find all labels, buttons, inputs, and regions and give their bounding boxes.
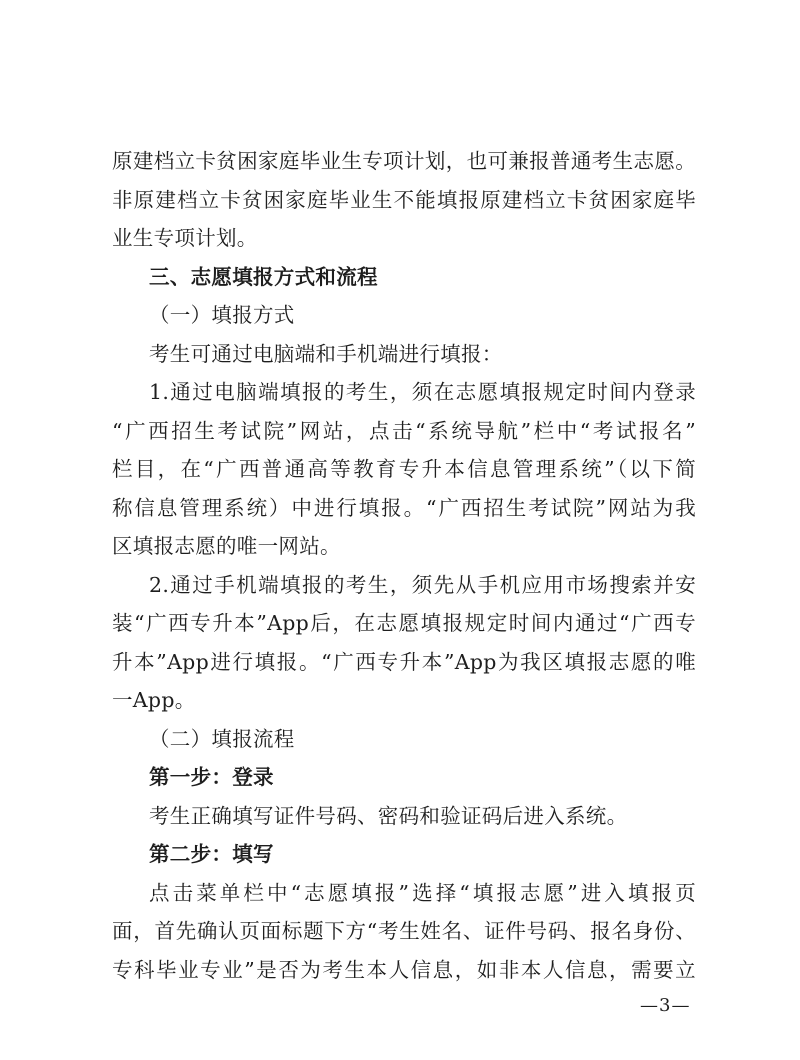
paragraph-line: 专科毕业专业”是否为考生本人信息，如非本人信息，需要立 xyxy=(112,957,696,982)
paragraph-line: 区填报志愿的唯一网站。 xyxy=(112,534,341,558)
paragraph-line: 栏目，在“广西普通高等教育专升本信息管理系统”（以下简 xyxy=(112,457,696,481)
paragraph-line: 装“广西专升本”App后，在志愿填报规定时间内通过“广西专 xyxy=(112,611,696,635)
paragraph-line: 2.通过手机端填报的考生，须先从手机应用市场搜索并安 xyxy=(149,572,696,597)
subsection-heading: （二）填报流程 xyxy=(149,726,295,751)
paragraph-line: 业生专项计划。 xyxy=(112,226,258,250)
paragraph-line: 考生正确填写证件号码、密码和验证码后进入系统。 xyxy=(149,803,628,828)
paragraph-line: 非原建档立卡贫困家庭毕业生不能填报原建档立卡贫困家庭毕 xyxy=(112,187,696,212)
paragraph-line: 称信息管理系统）中进行填报。“广西招生考试院”网站为我 xyxy=(112,495,696,520)
paragraph-line: 点击菜单栏中“志愿填报”选择“填报志愿”进入填报页 xyxy=(149,880,696,905)
document-body xyxy=(112,142,696,989)
paragraph-line: 原建档立卡贫困家庭毕业生专项计划，也可兼报普通考生志愿。 xyxy=(112,149,696,173)
step-heading: 第二步：填写 xyxy=(149,842,274,866)
page-number: —3— xyxy=(640,995,691,1016)
paragraph-line: “广西招生考试院”网站，点击“系统导航”栏中“考试报名” xyxy=(112,418,696,443)
paragraph-line: 面，首先确认页面标题下方“考生姓名、证件号码、报名身份、 xyxy=(112,919,696,943)
section-heading: 三、志愿填报方式和流程 xyxy=(149,264,378,289)
step-heading: 第一步：登录 xyxy=(149,765,274,789)
paragraph-line: 考生可通过电脑端和手机端进行填报： xyxy=(149,341,503,366)
paragraph-line: 1.通过电脑端填报的考生，须在志愿填报规定时间内登录 xyxy=(149,380,696,404)
paragraph-line: 升本”App进行填报。“广西专升本”App为我区填报志愿的唯 xyxy=(112,649,696,674)
subsection-heading: （一）填报方式 xyxy=(149,303,295,327)
paragraph-line: 一App。 xyxy=(112,688,196,712)
